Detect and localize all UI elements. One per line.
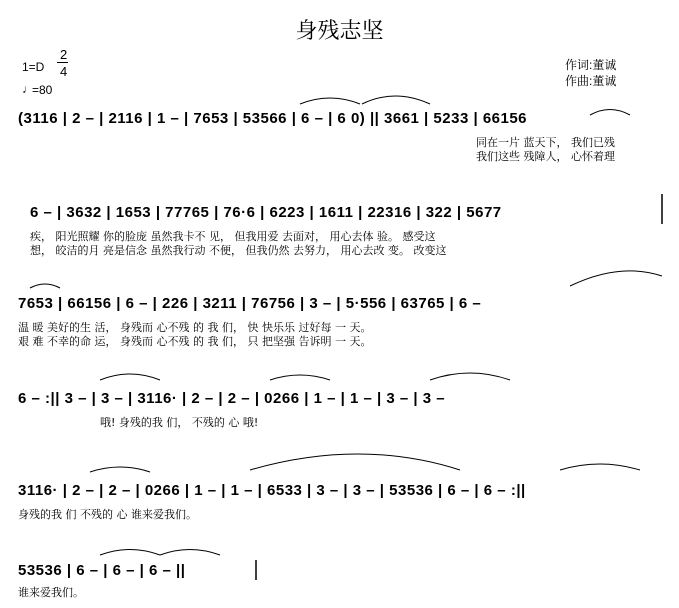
lyrics-row-3-verse-1: 温 暖 美好的生 活， 身残而 心不残 的 我 们， 快 快乐乐 过好每 一 天。 [18,321,372,334]
notation-row-5: 3116· | 2 – | 2 – | 0266 | 1 – | 1 – | 6533 | 3 – | 3 – | 53536 | 6 – | 6 – :|| [18,482,526,499]
quarter-note-icon: ♩ [22,82,34,96]
lyrics-row-2-verse-2: 想， 皎洁的月 亮是信念 虽然我行动 不便， 但我仍然 去努力， 用心去改 变。 改变这 [30,244,447,257]
lyrics-row-6: 谁来爱我们。 [18,586,84,599]
lyrics-row-5: 身残的我 们 不残的 心 谁来爱我们。 [18,508,197,521]
notation-row-1: (3116 | 2 – | 2116 | 1 – | 7653 | 53566 | 6 – | 6 0) || 3661 | 5233 | 66156 [18,110,528,127]
lyrics-row-3-verse-2: 艰 难 不幸的命 运， 身残而 心不残 的 我 们， 只 把坚强 告诉明 一 天。 [18,335,372,348]
lyricist-credit: 作词:董诚 [565,58,617,72]
notation-row-2: 6 – | 3632 | 1653 | 77765 | 76·6 | 6223 | 1611 | 22316 | 322 | 5677 [30,204,502,221]
notation-row-3: 7653 | 66156 | 6 – | 226 | 3211 | 76756 | 3 – | 5·556 | 63765 | 6 – [18,295,482,312]
song-title: 身残志坚 [295,19,384,44]
lyrics-row-1-verse-1: 同在一片 蓝天下， 我们已残 [476,136,615,149]
time-signature-top: 2 [60,47,68,62]
lyrics-row-4: 哦! 身残的我 们， 不残的 心 哦! [100,416,259,429]
lyrics-row-2-verse-1: 疾， 阳光照耀 你的脸庞 虽然我卡不 见， 但我用爱 去面对， 用心去体 验。 感受这 [30,230,436,243]
tempo-marking: =80 [32,83,53,97]
lyrics-row-1-verse-2: 我们这些 残障人， 心怀着理 [476,150,615,163]
notation-row-6: 53536 | 6 – | 6 – | 6 – || [18,562,186,579]
notation-row-4: 6 – :|| 3 – | 3 – | 3116· | 2 – | 2 – | 0266 | 1 – | 1 – | 3 – | 3 – [18,390,446,407]
key-signature: 1=D [22,60,45,74]
composer-credit: 作曲:董诚 [565,74,617,88]
time-signature-bottom: 4 [60,64,68,79]
